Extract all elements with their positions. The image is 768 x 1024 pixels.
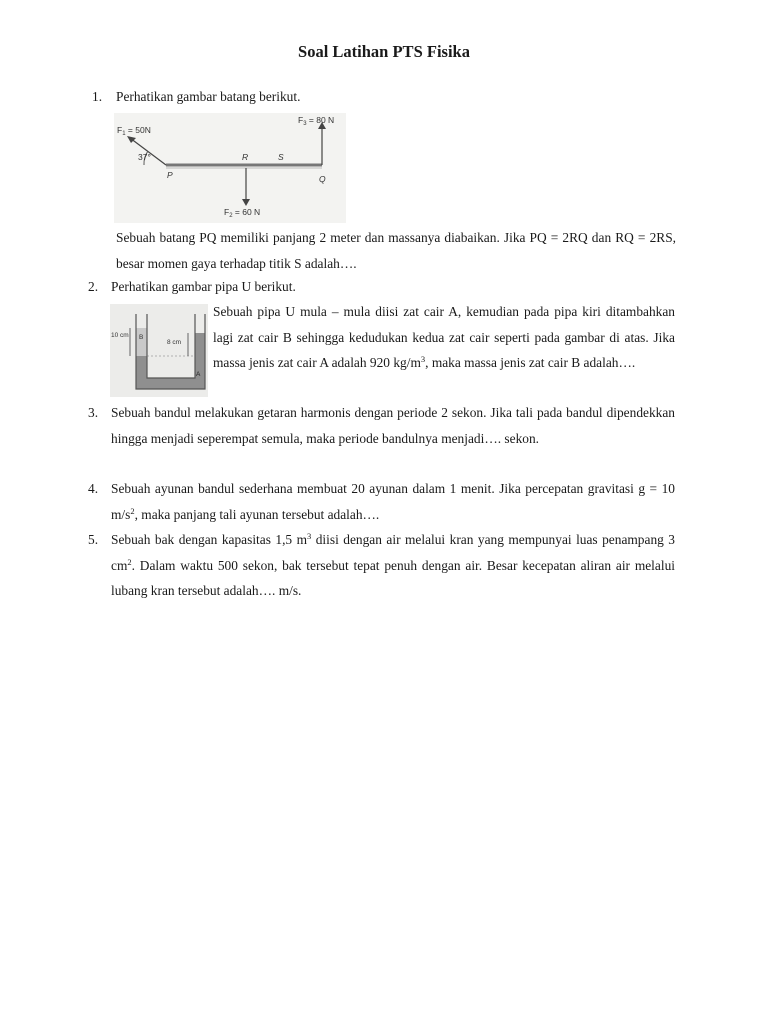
label-angle: 37° [138, 152, 151, 162]
superscript: 2 [130, 505, 135, 516]
question-text-part: , maka panjang tali ayunan tersebut adalah…. [134, 506, 380, 522]
question-number: 1. [92, 89, 103, 104]
question-body [213, 299, 675, 376]
label-fluid-a: A [196, 371, 201, 378]
question-number: 4. [88, 481, 99, 496]
fluid-b [136, 328, 147, 356]
question-intro: Perhatikan gambar batang berikut. [116, 89, 301, 104]
label-r: R [242, 152, 249, 162]
lever-diagram-svg [114, 113, 346, 223]
question-number: 3. [88, 405, 99, 420]
question-intro: Perhatikan gambar pipa U berikut. [111, 279, 296, 294]
superscript: 3 [307, 531, 312, 541]
question-body-part: , maka massa jenis zat cair B adalah…. [425, 355, 636, 370]
question-text-part: Sebuah ayunan bandul sederhana membuat 20 ayunan dalam 1 menit. Jika percepatan gravitasi g = 10 m/s [111, 481, 675, 522]
question-text [111, 476, 675, 527]
label-q: Q [319, 174, 326, 184]
label-f3: $F_3 = 80$ N [298, 115, 335, 127]
label-f2: $F_2 = 60$ N [224, 207, 261, 219]
label-f1: $F_1 = 50N$ [117, 125, 151, 137]
label-10cm: 10 cm [111, 332, 129, 339]
u-tube-diagram-svg [110, 304, 208, 397]
label-s: S [278, 152, 284, 162]
label-8cm: 8 cm [167, 339, 182, 346]
question-text-part: . Dalam waktu 500 sekon, bak tersebut tepat penuh dengan air. Besar kecepatan aliran air melalui lubang kran tersebut adalah…. m/s. [111, 557, 675, 598]
page-title: Soal Latihan PTS Fisika [298, 42, 470, 61]
u-tube-diagram [110, 304, 208, 397]
question-text: Sebuah bandul melakukan getaran harmonis dengan periode 2 sekon. Jika tali pada bandul dipendekkan hingga menjadi seperempat semula, maka periode bandulnya menjadi…. sekon. [111, 405, 675, 446]
superscript: 2 [127, 556, 132, 567]
question-number: 5. [88, 532, 99, 547]
lever-diagram [114, 113, 346, 223]
superscript: 3 [420, 354, 426, 364]
question-body-part: Sebuah pipa U mula – mula diisi zat cair A, kemudian pada pipa kiri ditambahkan lagi zat cair B sehingga kedudukan kedua zat cair seperti pada gambar di atas. Jika massa jenis zat cair A adalah 920 kg/m [213, 304, 675, 370]
question-body: Sebuah batang PQ memiliki panjang 2 meter dan massanya diabaikan. Jika PQ = 2RQ dan RQ = 2RS, besar momen gaya terhadap titik S adalah…. [116, 230, 676, 271]
label-fluid-b: B [139, 334, 144, 341]
question-number: 2. [88, 279, 99, 294]
question-text-part: diisi dengan air melalui kran yang mempunyai luas penampang 3 cm [111, 532, 675, 573]
label-p: P [167, 170, 173, 180]
question-text-part: Sebuah bak dengan kapasitas 1,5 m [111, 532, 308, 547]
question-text [111, 527, 675, 604]
